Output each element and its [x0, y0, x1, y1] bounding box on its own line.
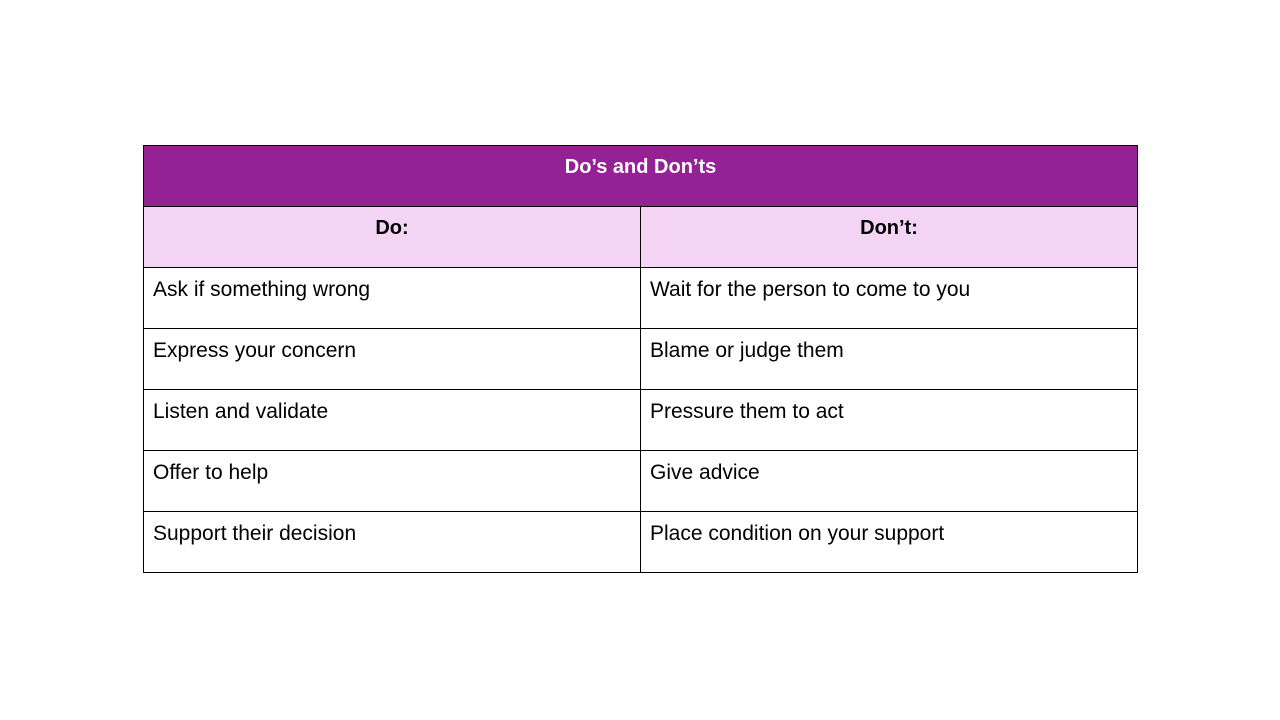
table-row: [144, 451, 1138, 512]
column-header-do: Do:: [144, 207, 641, 268]
table-row: [144, 329, 1138, 390]
dont-cell: Pressure them to act: [641, 390, 1138, 451]
table-row: [144, 512, 1138, 573]
column-header-dont: Don’t:: [641, 207, 1138, 268]
dont-cell: Place condition on your support: [641, 512, 1138, 573]
column-header-row: [144, 207, 1138, 268]
title-row: [144, 146, 1138, 207]
do-cell: Express your concern: [144, 329, 641, 390]
dos-and-donts-table: [143, 145, 1138, 573]
table-row: [144, 390, 1138, 451]
dont-cell: Wait for the person to come to you: [641, 268, 1138, 329]
do-cell: Support their decision: [144, 512, 641, 573]
table-title: Do’s and Don’ts: [144, 146, 1138, 207]
table-row: [144, 268, 1138, 329]
dont-cell: Blame or judge them: [641, 329, 1138, 390]
dont-cell: Give advice: [641, 451, 1138, 512]
do-cell: Ask if something wrong: [144, 268, 641, 329]
do-cell: Offer to help: [144, 451, 641, 512]
do-cell: Listen and validate: [144, 390, 641, 451]
